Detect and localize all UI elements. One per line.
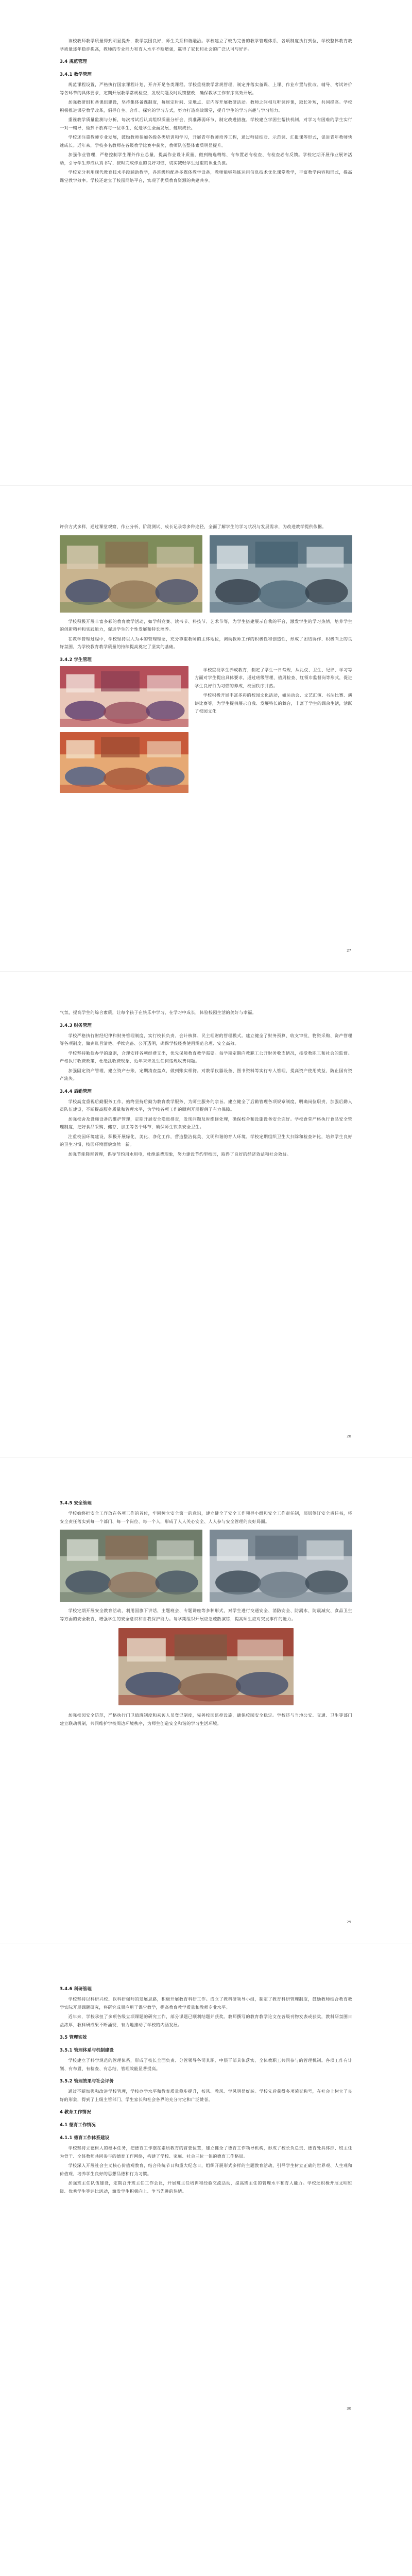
award-ceremony-photo: [60, 732, 188, 793]
section-heading: 3.4.5 安全管理: [60, 1501, 92, 1506]
paragraph: 学校定期开展安全教育活动，利用国旗下讲话、主题班会、专题讲座等多种形式，对学生进行交通安全、消防安全、防溺水、防震减灾、食品卫生等方面的安全教育，增强学生的安全意识和自我保护能力。每学期组织开展应急疏散演练，提高师生应对突发事件的能力。: [60, 1608, 352, 1621]
paragraph: 学校建立了科学规范的管理体系，形成了校长全面负责、分管领导各司其职、中层干部具体落实、全体教职工共同参与的管理机制。各项工作有计划、有布置、有检查、有总结，管理效能显著提高。: [60, 2058, 352, 2071]
section-heading: 3.4.6 科研管理: [60, 1987, 92, 1992]
report-page: [0, 486, 412, 972]
paragraph: 通过不断加强和改进学校管理，学校办学水平和教育质量稳步提升，校风、教风、学风明显好转。学校先后获得多项荣誉称号，在社会上树立了良好的形象，得到了上级主管部门、学生家长和社会各界的充分肯定和广泛赞誉。: [60, 2089, 352, 2102]
paragraph: 学校高度重视后勤服务工作，始终坚持后勤为教育教学服务、为师生服务的宗旨。建立健全了后勤管理各项规章制度，明确岗位职责，加强后勤人员队伍建设，不断提高服务质量和管理水平，为学校各项工作的顺利开展提供了有力保障。: [60, 1098, 352, 1112]
section-heading: 3.4 规范管理: [60, 59, 87, 64]
page-number: 27: [347, 948, 351, 953]
student-performance-photo: [60, 666, 188, 727]
paragraph: 学校积极开展丰富多彩的教育教学活动，如学科竞赛、读书节、科技节、艺术节等，为学生搭建展示自我的平台，激发学生的学习热情，培养学生的创新精神和实践能力，促进学生的个性发展和特长培养。: [60, 618, 352, 632]
paragraph: 加强校园安全防范，严格执行门卫值班制度和来访人员登记制度，完善校园监控设施，确保校园安全稳定。学校还与当地公安、交通、卫生等部门建立联动机制，共同维护学校周边环境秩序，为师生创造安全和谐的学习生活环境。: [60, 1713, 352, 1726]
paragraph: 学校坚持以科研兴校、以科研强师的发展思路，积极开展教育科研工作。成立了教科研领导小组，制定了教育科研管理制度，鼓励教师结合教育教学实际开展课题研究，将研究成果应用于课堂教学，提高教育教学质量和教师专业水平。: [60, 1996, 352, 2010]
section-heading: 3.4.3 财务管理: [60, 1023, 92, 1028]
paragraph: 学校还注重教师专业发展，鼓励教师参加各级各类培训和学习，开展青年教师培养工程，通过师徒结对、示范课、汇报课等形式，促进青年教师快速成长。近年来，学校多名教师在各级教学比赛中获奖，教师队伍整体素质明显提升。: [60, 134, 352, 148]
paragraph: 注重校园环境建设，积极开展绿化、美化、净化工作，营造整洁优美、文明和谐的育人环境。学校定期组织卫生大扫除和检查评比，培养学生良好的卫生习惯，校园环境面貌焕然一新。: [60, 1133, 352, 1147]
evacuation-drill-photo: [210, 1530, 352, 1602]
computer-lab-photo: [210, 535, 352, 613]
section-heading: 4.1.1 德育工作体系建设: [60, 2136, 110, 2141]
paragraph: 评价方式多样，通过课堂观察、作业分析、阶段测试、成长记录等多种途径，全面了解学生的学习状况与发展需求，为改进教学提供依据。: [60, 524, 327, 529]
classroom-photo: [60, 535, 202, 613]
section-heading: 3.4.2 学生管理: [60, 657, 92, 663]
paragraph: 加强班主任队伍建设，定期召开班主任工作会议，开展班主任培训和经验交流活动，提高班主任的管理水平和育人能力。学校还积极开展文明班级、优秀学生等评比活动，激发学生积极向上、争当先进的热情。: [60, 2180, 352, 2194]
photo-row: [60, 535, 352, 613]
section-heading: 3.4.1 教学管理: [60, 72, 92, 77]
report-page: [0, 1458, 412, 1943]
text-with-photos: [60, 666, 352, 793]
page-number: 28: [347, 1434, 351, 1438]
section-heading: 4 教育工作情况: [60, 2110, 91, 2115]
paragraph: 学校坚持立德树人的根本任务，把德育工作摆在素质教育的首要位置，建立健全了德育工作领导机构，形成了校长负总责、德育处具体抓、班主任为骨干、全体教师共同参与的德育工作网络，构建了学校、家庭、社会三位一体的德育工作格局。: [60, 2145, 352, 2159]
section-heading: 3.5.1 管理体系与机制建设: [60, 2048, 114, 2053]
section-heading: 3.5 管理实效: [60, 2035, 87, 2040]
paragraph: 加强固定资产管理，建立资产台账，定期清查盘点，做到账实相符。对教学仪器设备、图书资料等实行专人管理，提高资产使用效益，防止国有资产流失。: [60, 1067, 352, 1081]
paragraph: 该校教师教学质量得到明显提升，教学氛围良好，师生关系和谐融洽。学校建立了较为完善的教学管理体系，各项制度执行到位，学校整体教育教学质量逐年稳步提高，教师的专业能力和育人水平不断增强，赢得了家长和社会的广泛认可与好评。: [60, 38, 352, 52]
paragraph: 加强节能降耗管理，倡导节约用水用电，杜绝浪费现象，努力建设节约型校园，取得了良好的经济效益和社会效益。: [68, 1151, 291, 1157]
report-page: [0, 1943, 412, 2429]
paragraph: 规范课程设置，严格执行国家课程计划，开齐开足各类课程。学校重视教学常规管理，制定并落实备课、上课、作业布置与批改、辅导、考试评价等各环节的具体要求，定期开展教学常规检查，发现问题及时反馈整改，确保教学工作有序高效开展。: [60, 82, 352, 95]
page-number: 29: [347, 1920, 351, 1924]
paragraph: 加强教研组和备课组建设，坚持集体备课制度，每周定时间、定地点、定内容开展教研活动。教师之间相互听课评课，取长补短，共同提高。学校积极推进课堂教学改革，倡导自主、合作、探究的学习方式，努力打造高效课堂，提升学生的学习兴趣与学习能力。: [60, 99, 352, 113]
safety-education-photo: [118, 1628, 294, 1705]
paragraph: 加强作业管理，严格控制学生课外作业总量，提高作业设计质量，做到精选精练、有布置必有检查、有检查必有反馈。学校定期开展作业展评活动，引导学生养成认真书写、按时完成作业的良好习惯，切实减轻学生过重的课业负担。: [60, 152, 352, 165]
paragraph: 学校充分利用现代教育技术手段辅助教学，各班级均配备多媒体教学设备，教师能够熟练运用信息技术优化课堂教学，丰富教学内容和形式，提高课堂教学效率。学校还建立了校园网络平台，实现了优质教育资源的共建共享。: [60, 170, 352, 183]
report-page: [0, 972, 412, 1458]
photo-row: [60, 1530, 352, 1602]
campus-drill-photo: [60, 1530, 202, 1602]
paragraph: 在教学管理过程中，学校坚持以人为本的管理理念，充分尊重教师的主体地位，调动教师工作的积极性和创造性，形成了团结协作、积极向上的良好氛围，为学校教育教学质量的持续提高奠定了坚实的基础。: [60, 636, 352, 649]
paragraph: 学校积极开展丰富多彩的校园文化活动，如运动会、文艺汇演、书法比赛、演讲比赛等，为学生提供展示自我、发展特长的舞台，丰富了学生的课余生活，活跃了校园文化: [195, 692, 352, 714]
paragraph: 学校深入开展社会主义核心价值观教育，结合传统节日和重大纪念日，组织开展形式多样的主题教育活动，引导学生树立正确的世界观、人生观和价值观，培养学生良好的思想品德和行为习惯。: [60, 2163, 352, 2176]
page-number: 30: [347, 2406, 351, 2411]
paragraph: 重视教学质量监测与分析，每次考试后认真组织质量分析会，找准薄弱环节，制定改进措施。学校建立学困生帮扶机制，对学习有困难的学生实行一对一辅导，做到不放弃每一位学生，促进学生全面发展、健康成长。: [60, 117, 352, 130]
section-heading: 3.4.4 后勤管理: [60, 1089, 92, 1094]
paragraph: 学校始终把安全工作放在各项工作的首位，牢固树立安全第一的意识，建立健全了安全工作领导小组和安全工作责任制，层层签订安全责任书，将安全责任落实到每一个部门、每一个岗位、每一个人，形成了人人关心安全、人人参与安全管理的良好局面。: [60, 1511, 352, 1524]
photo-block: [60, 1628, 352, 1705]
paragraph: 学校重视学生养成教育，制定了学生一日常规，从礼仪、卫生、纪律、学习等方面对学生提出具体要求，通过班级管理、值周检查、红领巾监督岗等形式，促进学生良好行为习惯的养成，校园秩序井然。: [195, 667, 352, 688]
report-page: [0, 0, 412, 486]
paragraph: 学校坚持勤俭办学的原则，合理安排各项经费支出，优先保障教育教学需要。每学期定期向教职工公开财务收支情况，接受教职工和社会的监督。严格执行收费政策，杜绝乱收费现象，近年来未发生任何违规收费问题。: [60, 1050, 352, 1063]
paragraph: 近年来，学校承担了多项各级立项课题的研究工作，部分课题已顺利结题并获奖。教师撰写的教育教学论文在各级刊物发表或获奖，教科研氛围日益浓厚，教科研成果不断涌现，有力地推动了学校的内涵发展。: [60, 2014, 352, 2027]
paragraph: 学校严格执行财经纪律和财务管理制度，实行校长负责、会计核算、民主理财的管理模式。建立健全了财务预算、收支审批、物资采购、资产管理等各项制度，做到账目清楚、手续完备、公开透明，确保学校经费使用规范合理、安全高效。: [60, 1032, 352, 1046]
section-heading: 4.1 德育工作情况: [60, 2123, 96, 2128]
paragraph: 气氛，提高学生的综合素质，让每个孩子在快乐中学习，在学习中成长，体验校园生活的美好与幸福。: [60, 1010, 256, 1015]
paragraph: 加强校舍及设施设备的维护管理，定期开展安全隐患排查，发现问题及时维修处理，确保校舍和设施设备安全完好。学校食堂严格执行食品安全管理制度，把好食品采购、储存、加工等各个环节，确保师生饮食安全卫生。: [60, 1116, 352, 1129]
section-heading: 3.5.2 管理效果与社会评价: [60, 2079, 114, 2084]
